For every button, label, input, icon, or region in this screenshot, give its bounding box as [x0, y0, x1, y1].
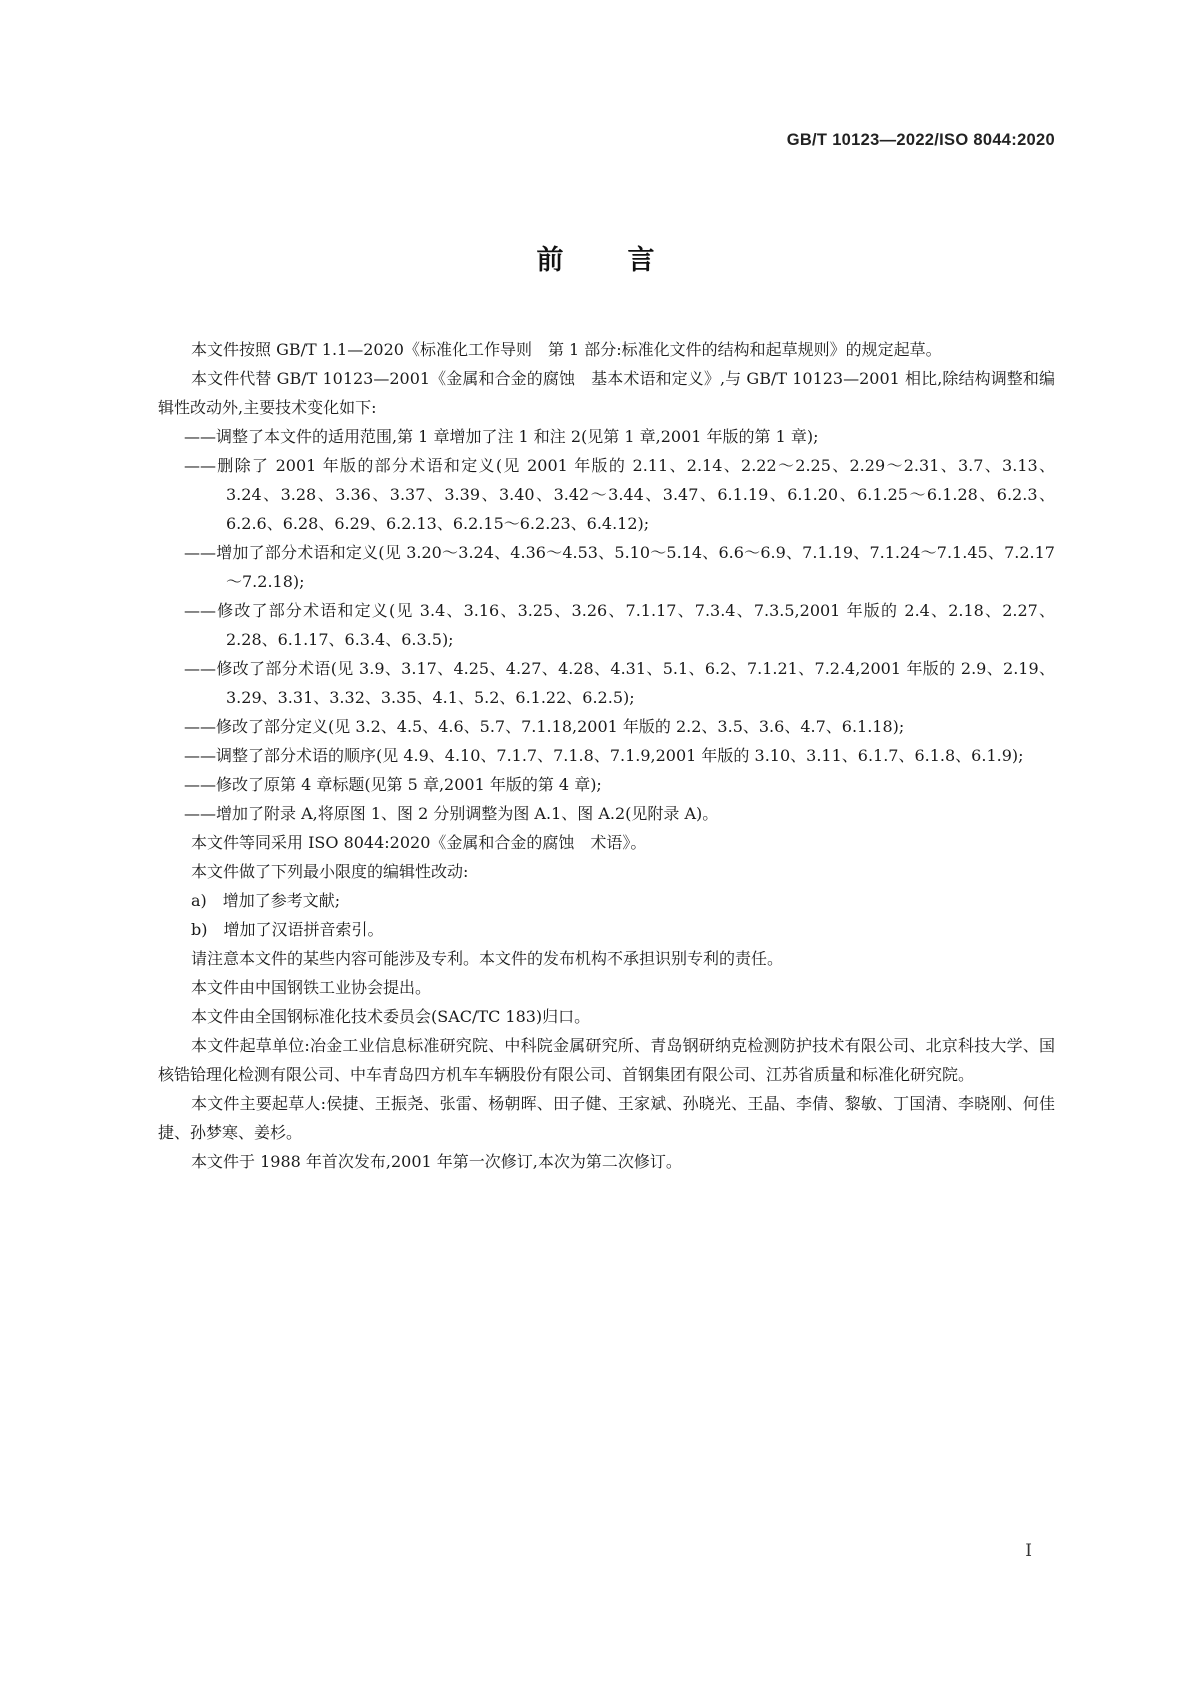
- page-title: 前言: [536, 245, 719, 276]
- change-item: ——修改了部分术语和定义(见 3.4、3.16、3.25、3.26、7.1.17、7.3.4、7.3.5,2001 年版的 2.4、2.18、2.27、2.28、6.1.17、6.3.4、6.3.5);: [184, 601, 1055, 649]
- paragraph-history: 本文件于 1988 年首次发布,2001 年第一次修订,本次为第二次修订。: [191, 1152, 682, 1171]
- paragraph-drafters: 本文件主要起草人:侯捷、王振尧、张雷、杨朝晖、田子健、王家斌、孙晓光、王晶、李倩、黎敏、丁国清、李晓刚、何佳捷、孙梦寒、姜杉。: [158, 1094, 1055, 1142]
- paragraph-committee: 本文件由全国钢标准化技术委员会(SAC/TC 183)归口。: [191, 1007, 591, 1026]
- paragraph-replacement: 本文件代替 GB/T 10123—2001《金属和合金的腐蚀 基本术语和定义》,与 GB/T 10123—2001 相比,除结构调整和编辑性改动外,主要技术变化如下:: [158, 369, 1055, 417]
- change-item: ——修改了原第 4 章标题(见第 5 章,2001 年版的第 4 章);: [184, 775, 602, 794]
- paragraph-editorial: 本文件做了下列最小限度的编辑性改动:: [191, 862, 469, 881]
- paragraph-proposer: 本文件由中国钢铁工业协会提出。: [191, 978, 432, 997]
- list-item: b) 增加了汉语拼音索引。: [191, 920, 384, 939]
- paragraph-drafting-rule: 本文件按照 GB/T 1.1—2020《标准化工作导则 第 1 部分:标准化文件的结构和起草规则》的规定起草。: [191, 340, 942, 359]
- document-body: [158, 335, 1055, 1176]
- change-item: ——修改了部分定义(见 3.2、4.5、4.6、5.7、7.1.18,2001 年版的 2.2、3.5、3.6、4.7、6.1.18);: [184, 717, 905, 736]
- list-item: a) 增加了参考文献;: [191, 891, 341, 910]
- change-item: ——增加了部分术语和定义(见 3.20～3.24、4.36～4.53、5.10～5.14、6.6～6.9、7.1.19、7.1.24～7.1.45、7.2.17～7.2.18);: [184, 543, 1055, 591]
- change-item: ——修改了部分术语(见 3.9、3.17、4.25、4.27、4.28、4.31、5.1、6.2、7.1.21、7.2.4,2001 年版的 2.9、2.19、3.29、3.31、3.32、3.35、4.1、5.2、6.1.22、6.2.5);: [184, 659, 1055, 707]
- standard-code: GB/T 10123—2022/ISO 8044:2020: [786, 131, 1055, 149]
- change-item: ——增加了附录 A,将原图 1、图 2 分别调整为图 A.1、图 A.2(见附录 A)。: [184, 804, 719, 823]
- change-item: ——删除了 2001 年版的部分术语和定义(见 2001 年版的 2.11、2.14、2.22～2.25、2.29～2.31、3.7、3.13、3.24、3.28、3.36、3.37、3.39、3.40、3.42～3.44、3.47、6.1.19、6.1.20、6.1.25～6.1.28、6.2.3、6.2.6、6.28、6.29、6.2.13、6.2.15～6.2.23、6.4.12);: [184, 456, 1055, 533]
- change-item: ——调整了本文件的适用范围,第 1 章增加了注 1 和注 2(见第 1 章,2001 年版的第 1 章);: [184, 427, 819, 446]
- paragraph-adoption: 本文件等同采用 ISO 8044:2020《金属和合金的腐蚀 术语》。: [191, 833, 647, 852]
- change-item: ——调整了部分术语的顺序(见 4.9、4.10、7.1.7、7.1.8、7.1.9,2001 年版的 3.10、3.11、6.1.7、6.1.8、6.1.9);: [184, 746, 1024, 765]
- paragraph-patent: 请注意本文件的某些内容可能涉及专利。本文件的发布机构不承担识别专利的责任。: [191, 949, 784, 968]
- paragraph-drafting-units: 本文件起草单位:冶金工业信息标准研究院、中科院金属研究所、青岛钢研纳克检测防护技术有限公司、北京科技大学、国核锆铪理化检测有限公司、中车青岛四方机车车辆股份有限公司、首钢集团有限公司、江苏省质量和标准化研究院。: [158, 1036, 1055, 1084]
- page-number: Ⅰ: [1025, 1541, 1032, 1561]
